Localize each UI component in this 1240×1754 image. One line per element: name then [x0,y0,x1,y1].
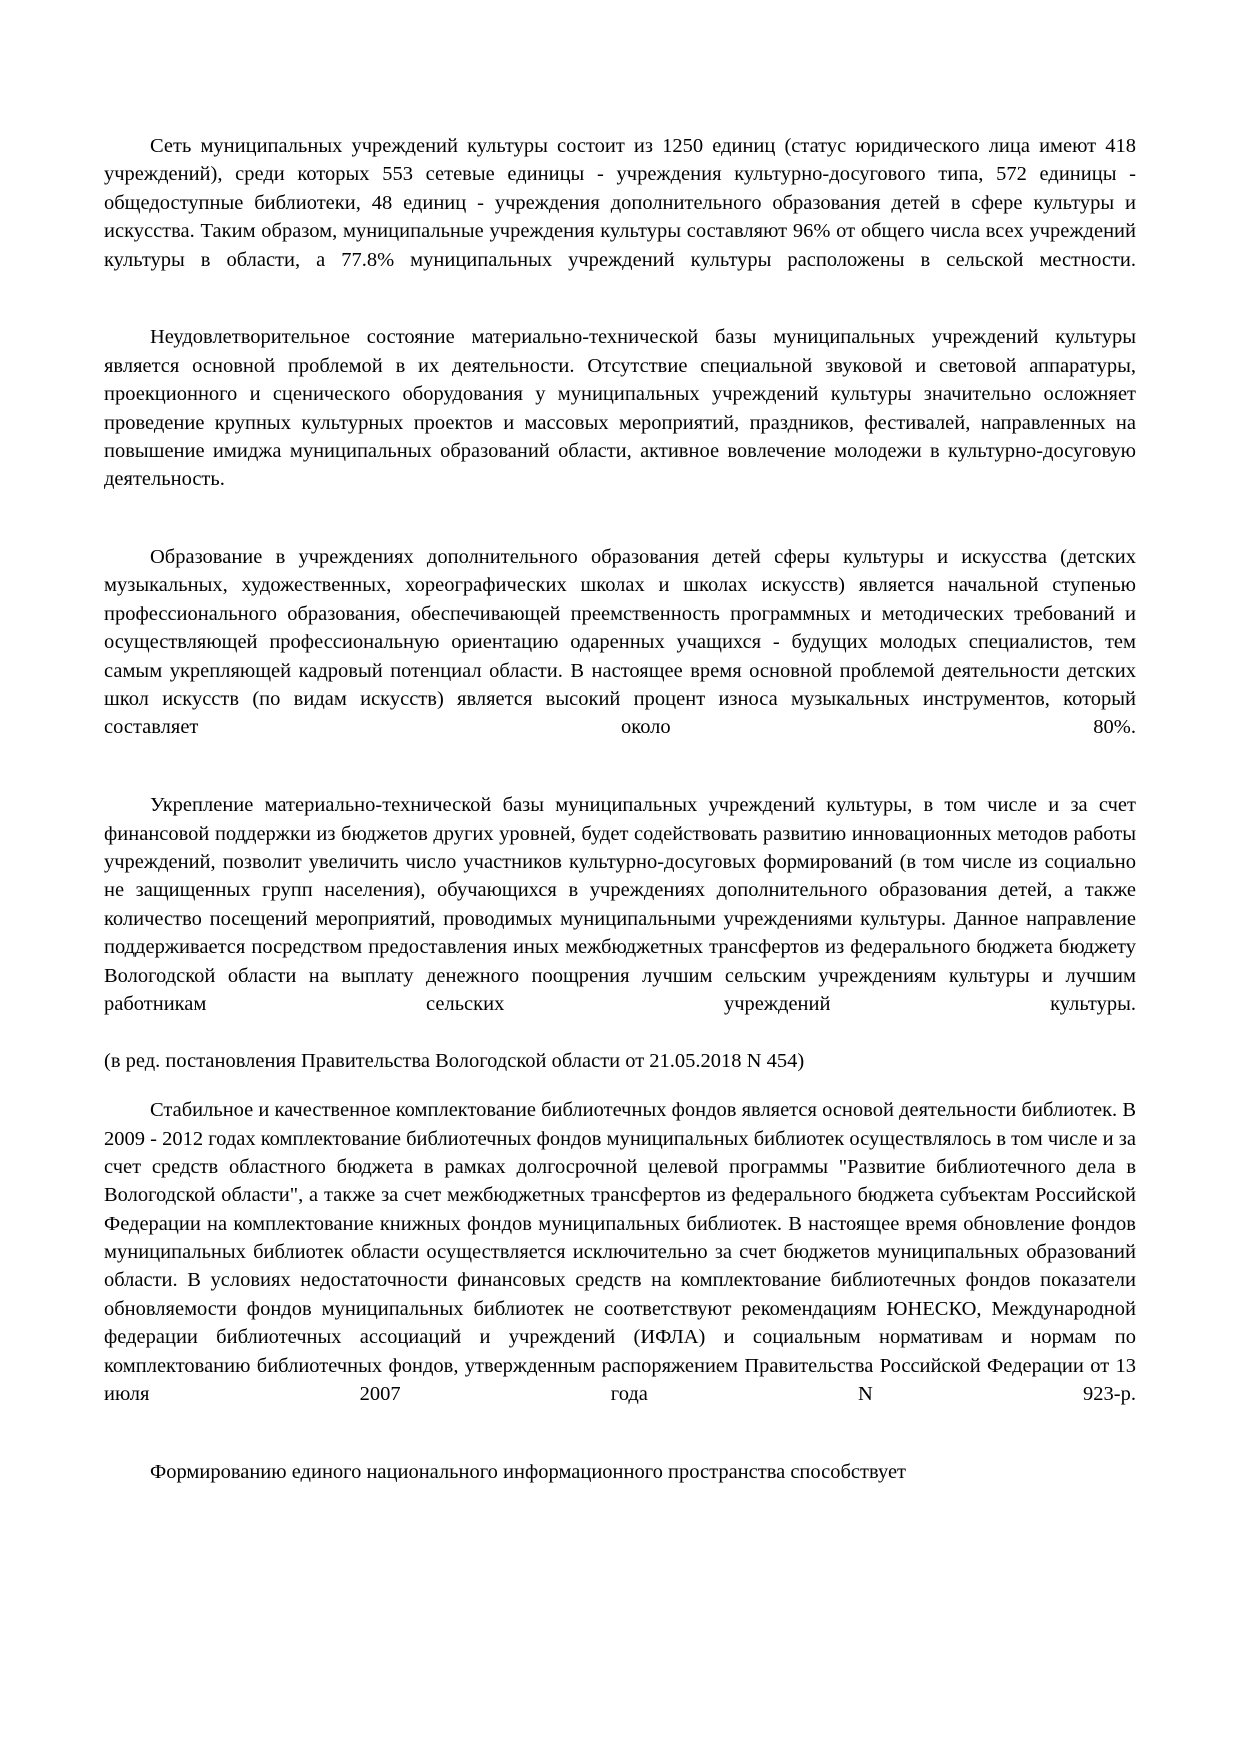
paragraph-additional-education: Образование в учреждениях дополнительного образования детей сферы культуры и искусства (детских музыкальных, художественных, хореографических школах и школах искусств) является начальной ступенью профессионального образования, обеспечивающей преемственность программных и методических требований и осуществляющей профессиональную ориентацию одаренных учащихся - будущих молодых специалистов, тем самым укрепляющей кадровый потенциал области. В настоящее время основной проблемой деятельности детских школ искусств (по видам искусств) является высокий процент износа музыкальных инструментов, который составляет около 80%. [104,546,1136,739]
paragraph-network-of-institutions: Сеть муниципальных учреждений культуры состоит из 1250 единиц (статус юридического лица имеют 418 учреждений), среди которых 553 сетевые единицы - учреждения культурно-досугового типа, 572 единицы - общедоступные библиотеки, 48 единиц - учреждения дополнительного образования детей в сфере культуры и искусства. Таким образом, муниципальные учреждения культуры составляют 96% от общего числа всех учреждений культуры в области, а 77.8% муниципальных учреждений культуры расположены в сельской местности. [104,135,1136,271]
paragraph-strengthening-base: Укрепление материально-технической базы муниципальных учреждений культуры, в том числе и за счет финансовой поддержки из бюджетов других уровней, будет содействовать развитию инновационных методов работы учреждений, позволит увеличить число участников культурно-досуговых формирований (в том числе из социально не защищенных групп населения), обучающихся в учреждениях дополнительного образования детей, а также количество посещений мероприятий, проводимых муниципальными учреждениями культуры. Данное направление поддерживается посредством предоставления иных межбюджетных трансфертов из федерального бюджета бюджету Вологодской области на выплату денежного поощрения лучшим сельским учреждениям культуры и лучшим работникам сельских учреждений культуры. [104,794,1136,1015]
paragraph-library-funds: Стабильное и качественное комплектование библиотечных фондов является основой деятельности библиотек. В 2009 - 2012 годах комплектование библиотечных фондов муниципальных библиотек осуществлялось в том числе и за счет средств областного бюджета в рамках долгосрочной целевой программы "Развитие библиотечного дела в Вологодской области", а также за счет межбюджетных трансфертов из федерального бюджета субъектам Российской Федерации на комплектование книжных фондов муниципальных библиотек. В настоящее время обновление фондов муниципальных библиотек области осуществляется исключительно за счет бюджетов муниципальных образований области. В условиях недостаточности финансовых средств на комплектование библиотечных фондов показатели обновляемости фондов муниципальных библиотек не соответствуют рекомендациям ЮНЕСКО, Международной федерации библиотечных ассоциаций и учреждений (ИФЛА) и социальным нормативам и нормам по комплектованию библиотечных фондов, утвержденным распоряжением Правительства Российской Федерации от 13 июля 2007 года N 923-р. [104,1099,1136,1406]
paragraph-information-space: Формированию единого национального информационного пространства способствует [150,1460,907,1483]
document-body [104,132,1136,1486]
amendment-note: (в ред. постановления Правительства Вологодской области от 21.05.2018 N 454) [104,1049,805,1072]
paragraph-material-base-problem: Неудовлетворительное состояние материально-технической базы муниципальных учреждений культуры является основной проблемой в их деятельности. Отсутствие специальной звуковой и световой аппаратуры, проекционного и сценического оборудования у муниципальных учреждений культуры значительно осложняет проведение крупных культурных проектов и массовых мероприятий, праздников, фестивалей, направленных на повышение имиджа муниципальных образований области, активное вовлечение молодежи в культурно-досуговую деятельность. [104,326,1136,491]
